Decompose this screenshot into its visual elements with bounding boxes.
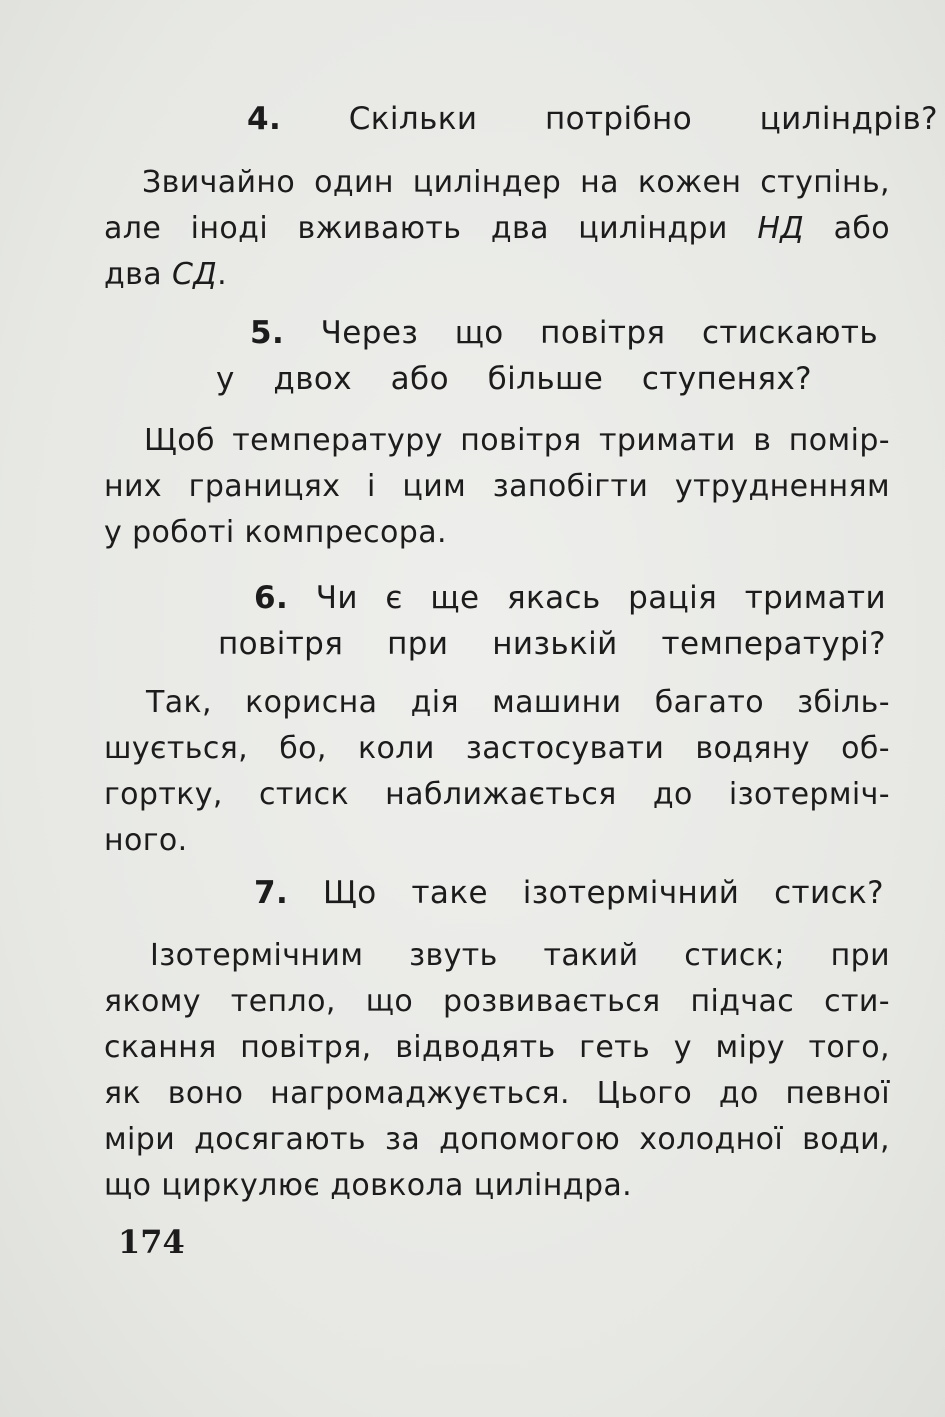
question-line: 5. Через що повітря стискають <box>250 315 878 351</box>
answer-4 <box>104 160 890 298</box>
question-5 <box>216 310 878 402</box>
answer-line: якому тепло, що розвивається підчас сти- <box>104 984 890 1019</box>
nd-abbreviation: НД <box>757 211 805 246</box>
answer-line: гортку, стиск наближається до ізотерміч- <box>104 777 890 812</box>
answer-line: ного. <box>104 823 188 858</box>
answer-line: міри досягають за допомогою холодної води, <box>104 1122 890 1157</box>
answer-5 <box>104 418 890 556</box>
answer-line: Так, корисна дія машини багато збіль- <box>146 685 890 720</box>
question-number: 4. <box>247 101 282 137</box>
answer-line: але іноді вживають два циліндри НД або <box>104 211 891 246</box>
question-line: повітря при низькій температурі? <box>218 626 886 662</box>
question-number: 6. <box>254 580 289 616</box>
question-number: 7. <box>254 875 289 911</box>
answer-line: них границях і цим запобігти утрудненням <box>104 469 890 504</box>
question-line: 6. Чи є ще якась рація тримати <box>254 580 886 616</box>
answer-6 <box>104 680 890 864</box>
question-number: 5. <box>250 315 285 351</box>
answer-line: скання повітря, відводять геть у міру того, <box>104 1030 890 1065</box>
sd-abbreviation: СД <box>171 257 218 292</box>
question-7 <box>254 870 884 916</box>
answer-line: у роботі компресора. <box>104 515 447 550</box>
answer-line: Ізотермічним звуть такий стиск; при <box>150 938 890 973</box>
question-line: у двох або більше ступенях? <box>216 361 812 397</box>
answer-line: два СД. <box>104 257 228 292</box>
page-number: 174 <box>118 1223 185 1261</box>
question-line: 4. Скільки потрібно циліндрів? <box>247 101 938 137</box>
answer-line: шується, бо, коли застосувати водяну об- <box>104 731 890 766</box>
answer-line: що циркулює довкола циліндра. <box>104 1168 633 1203</box>
answer-line: Звичайно один циліндер на кожен ступінь, <box>142 165 890 200</box>
question-4 <box>104 96 938 142</box>
question-line: 7. Що таке ізотермічний стиск? <box>254 875 884 911</box>
answer-line: Щоб температуру повітря тримати в помір- <box>144 423 890 458</box>
answer-line: як воно нагромаджується. Цього до певної <box>104 1076 890 1111</box>
answer-7 <box>104 933 890 1209</box>
question-6 <box>218 575 886 667</box>
